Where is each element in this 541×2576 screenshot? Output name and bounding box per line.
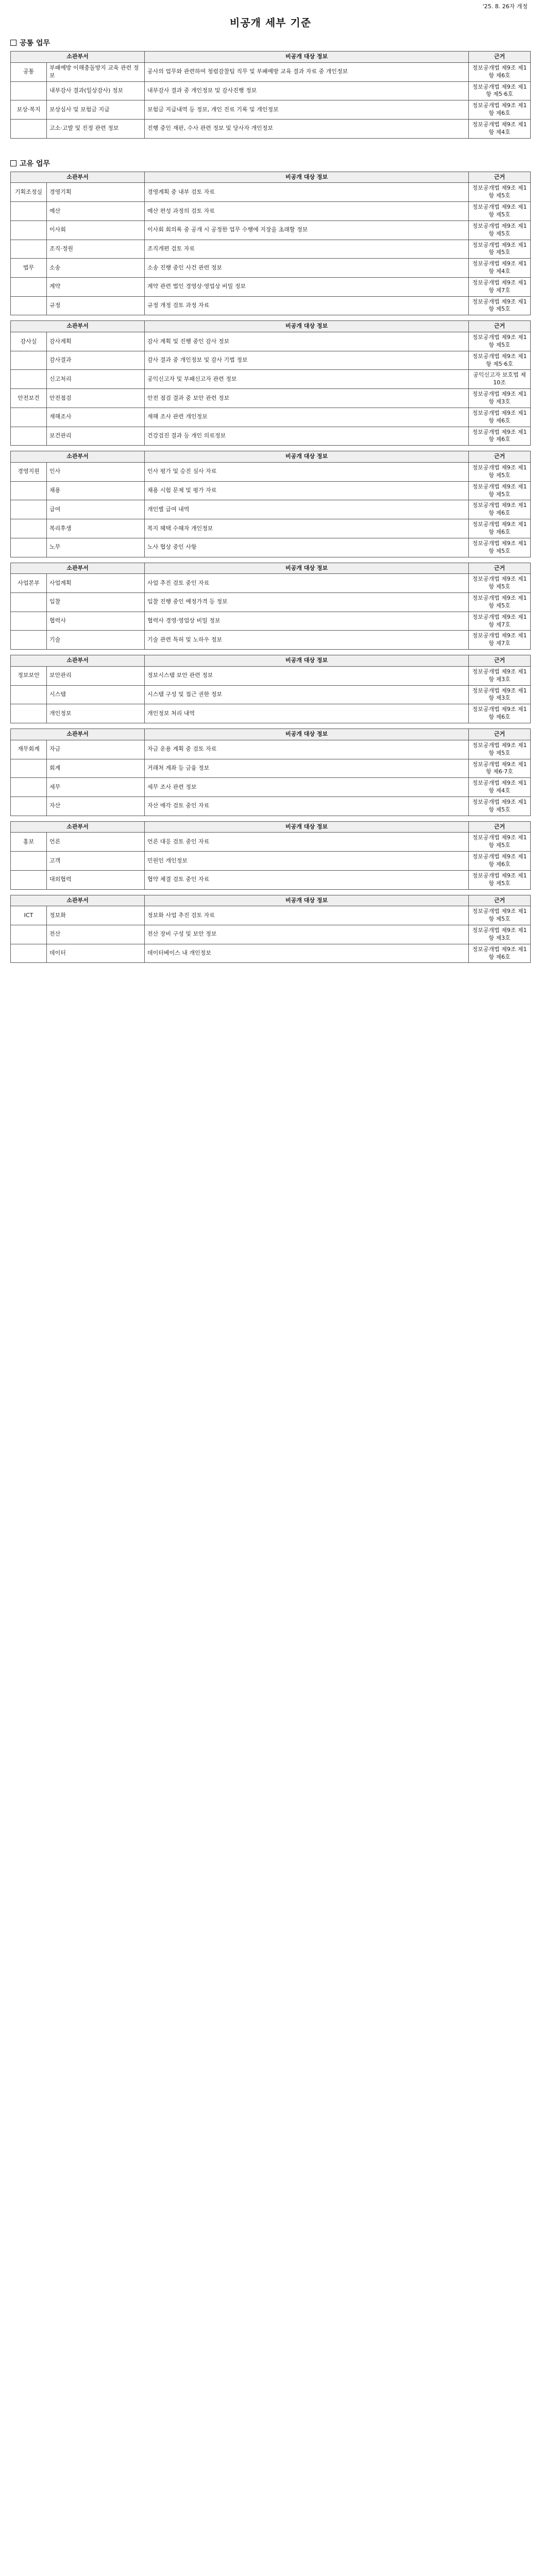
table-row — [11, 796, 531, 816]
header-dept: 소관부서 — [11, 321, 145, 332]
info-cell: 예산 편성 과정의 검토 자료 — [145, 202, 469, 221]
checkbox-icon — [10, 40, 16, 46]
sub-dept-cell: 복리후생 — [47, 519, 145, 538]
dept-cell — [11, 221, 47, 240]
header-info: 비공개 대상 정보 — [145, 321, 469, 332]
sub-dept-cell: 대외협력 — [47, 870, 145, 889]
basis-cell: 정보공개법 제9조 제1항 제5호 — [469, 870, 531, 889]
table-header-row — [11, 821, 531, 833]
table-row — [11, 332, 531, 351]
table-row — [11, 925, 531, 944]
info-cell: 민원인 개인정보 — [145, 852, 469, 871]
dept-cell — [11, 519, 47, 538]
basis-cell: 정보공개법 제9조 제1항 제5호 — [469, 796, 531, 816]
info-cell: 정보시스템 보안 관련 정보 — [145, 666, 469, 685]
info-cell: 개인정보 처리 내역 — [145, 704, 469, 723]
header-basis: 근거 — [469, 172, 531, 183]
basis-cell: 정보공개법 제9조 제1항 제5호 — [469, 221, 531, 240]
info-cell: 복지 혜택 수혜자 개인정보 — [145, 519, 469, 538]
table-row — [11, 685, 531, 704]
basis-cell: 정보공개법 제9조 제1항 제5·6호 — [469, 81, 531, 100]
info-cell: 조직개편 검토 자료 — [145, 240, 469, 259]
unique-duties-tables — [10, 172, 531, 963]
dept-cell — [11, 240, 47, 259]
header-dept: 소관부서 — [11, 563, 145, 574]
basis-cell: 정보공개법 제9조 제1항 제6·7호 — [469, 759, 531, 778]
sub-dept-cell: 조직·정원 — [47, 240, 145, 259]
dept-cell — [11, 119, 47, 138]
basis-cell: 정보공개법 제9조 제1항 제5호 — [469, 833, 531, 852]
table-row — [11, 612, 531, 631]
header-dept: 소관부서 — [11, 655, 145, 667]
dept-cell — [11, 631, 47, 650]
dept-cell — [11, 925, 47, 944]
basis-cell: 정보공개법 제9조 제1항 제6호 — [469, 427, 531, 446]
basis-cell: 정보공개법 제9조 제1항 제5호 — [469, 593, 531, 612]
basis-cell: 정보공개법 제9조 제1항 제5호 — [469, 906, 531, 925]
dept-cell: 재무회계 — [11, 740, 47, 759]
basis-cell: 정보공개법 제9조 제1항 제4호 — [469, 259, 531, 278]
dept-cell — [11, 538, 47, 557]
dept-cell — [11, 944, 47, 963]
header-basis: 근거 — [469, 821, 531, 833]
header-dept: 소관부서 — [11, 172, 145, 183]
sub-dept-cell: 이사회 — [47, 221, 145, 240]
table-header-row — [11, 563, 531, 574]
table-row — [11, 759, 531, 778]
dept-cell — [11, 370, 47, 389]
info-cell: 감사 결과 중 개인정보 및 감사 기법 정보 — [145, 351, 469, 370]
group-table — [10, 320, 531, 446]
sub-dept-cell: 데이터 — [47, 944, 145, 963]
group-table — [10, 821, 531, 890]
table-row — [11, 631, 531, 650]
sub-dept-cell: 개인정보 — [47, 704, 145, 723]
table-header-row — [11, 729, 531, 740]
dept-cell — [11, 852, 47, 871]
table-row — [11, 704, 531, 723]
header-dept: 소관부서 — [11, 52, 145, 63]
table-row — [11, 870, 531, 889]
table-row — [11, 944, 531, 963]
info-cell: 세무 조사 관련 정보 — [145, 778, 469, 797]
header-basis: 근거 — [469, 895, 531, 906]
info-cell: 시스템 구성 및 접근 권한 정보 — [145, 685, 469, 704]
sub-dept-cell: 고소·고발 및 진정 관련 정보 — [47, 119, 145, 138]
table-row — [11, 778, 531, 797]
header-dept: 소관부서 — [11, 895, 145, 906]
dept-cell — [11, 704, 47, 723]
sub-dept-cell: 보건관리 — [47, 427, 145, 446]
info-cell: 경영계획 중 내부 검토 자료 — [145, 183, 469, 202]
info-cell: 자금 운용 계획 중 검토 자료 — [145, 740, 469, 759]
table-header-row — [11, 52, 531, 63]
basis-cell: 정보공개법 제9조 제1항 제5호 — [469, 538, 531, 557]
info-cell: 데이터베이스 내 개인정보 — [145, 944, 469, 963]
table-row — [11, 481, 531, 500]
page-title: 비공개 세부 기준 — [229, 16, 312, 29]
header-info: 비공개 대상 정보 — [145, 895, 469, 906]
sub-dept-cell: 세무 — [47, 778, 145, 797]
info-cell: 소송 진행 중인 사건 관련 정보 — [145, 259, 469, 278]
info-cell: 거래처 계좌 등 금융 정보 — [145, 759, 469, 778]
group-table — [10, 451, 531, 557]
table-row — [11, 427, 531, 446]
header-basis: 근거 — [469, 655, 531, 667]
table-row — [11, 370, 531, 389]
header-basis: 근거 — [469, 321, 531, 332]
sub-dept-cell: 감사결과 — [47, 351, 145, 370]
table-row — [11, 202, 531, 221]
basis-cell: 정보공개법 제9조 제1항 제6호 — [469, 944, 531, 963]
dept-cell: 기획조정실 — [11, 183, 47, 202]
table-row — [11, 906, 531, 925]
table-row — [11, 408, 531, 427]
basis-cell: 정보공개법 제9조 제1항 제3호 — [469, 389, 531, 408]
info-cell: 안전 점검 결과 중 보안 관련 정보 — [145, 389, 469, 408]
dept-cell — [11, 870, 47, 889]
dept-cell — [11, 612, 47, 631]
info-cell: 인사 평가 및 승진 심사 자료 — [145, 463, 469, 482]
table-row — [11, 500, 531, 519]
sub-dept-cell: 회계 — [47, 759, 145, 778]
sub-dept-cell: 시스템 — [47, 685, 145, 704]
group-table — [10, 728, 531, 816]
sub-dept-cell: 협력사 — [47, 612, 145, 631]
dept-cell: 정보보안 — [11, 666, 47, 685]
info-cell: 노사 협상 중인 사항 — [145, 538, 469, 557]
table-header-row — [11, 451, 531, 463]
dept-cell — [11, 481, 47, 500]
basis-cell: 정보공개법 제9조 제1항 제5호 — [469, 202, 531, 221]
table-row — [11, 852, 531, 871]
revision-date: '25. 8. 26자 개정 — [482, 3, 528, 10]
table-row — [11, 221, 531, 240]
table-row — [11, 463, 531, 482]
header-info: 비공개 대상 정보 — [145, 52, 469, 63]
dept-cell — [11, 202, 47, 221]
section-unique-heading: 고유 업무 — [10, 158, 531, 168]
sub-dept-cell: 규정 — [47, 296, 145, 315]
sub-dept-cell: 예산 — [47, 202, 145, 221]
basis-cell: 정보공개법 제9조 제1항 제3호 — [469, 925, 531, 944]
sub-dept-cell: 정보화 — [47, 906, 145, 925]
info-cell: 전산 장비 구성 및 보안 정보 — [145, 925, 469, 944]
table-row — [11, 519, 531, 538]
section-common-heading: 공통 업무 — [10, 38, 531, 48]
dept-cell: 안전보건 — [11, 389, 47, 408]
sub-dept-cell: 사업계획 — [47, 574, 145, 593]
table-row — [11, 351, 531, 370]
sub-dept-cell: 신고처리 — [47, 370, 145, 389]
header-dept: 소관부서 — [11, 451, 145, 463]
info-cell: 감사 계획 및 진행 중인 감사 정보 — [145, 332, 469, 351]
table-row — [11, 296, 531, 315]
dept-cell — [11, 408, 47, 427]
dept-cell: ICT — [11, 906, 47, 925]
header-basis: 근거 — [469, 52, 531, 63]
basis-cell: 정보공개법 제9조 제1항 제6호 — [469, 852, 531, 871]
info-cell: 채용 시험 문제 및 평가 자료 — [145, 481, 469, 500]
group-table — [10, 895, 531, 963]
table-row — [11, 240, 531, 259]
info-cell: 사업 추진 검토 중인 자료 — [145, 574, 469, 593]
table-header-row — [11, 895, 531, 906]
basis-cell: 정보공개법 제9조 제1항 제3호 — [469, 666, 531, 685]
basis-cell: 정보공개법 제9조 제1항 제5호 — [469, 740, 531, 759]
basis-cell: 정보공개법 제9조 제1항 제5호 — [469, 463, 531, 482]
document-page — [10, 0, 531, 963]
basis-cell: 정보공개법 제9조 제1항 제4호 — [469, 119, 531, 138]
header-info: 비공개 대상 정보 — [145, 563, 469, 574]
checkbox-icon — [10, 160, 16, 166]
info-cell: 협약 체결 검토 중인 자료 — [145, 870, 469, 889]
table-row — [11, 593, 531, 612]
sub-dept-cell: 감사계획 — [47, 332, 145, 351]
sub-dept-cell: 기술 — [47, 631, 145, 650]
table-header-row — [11, 655, 531, 667]
dept-cell: 홍보 — [11, 833, 47, 852]
info-cell: 기술 관련 특허 및 노하우 정보 — [145, 631, 469, 650]
table-row — [11, 833, 531, 852]
basis-cell: 정보공개법 제9조 제1항 제4호 — [469, 778, 531, 797]
basis-cell: 정보공개법 제9조 제1항 제5호 — [469, 183, 531, 202]
dept-cell: 공통 — [11, 62, 47, 81]
basis-cell: 정보공개법 제9조 제1항 제6호 — [469, 408, 531, 427]
sub-dept-cell: 채용 — [47, 481, 145, 500]
basis-cell: 정보공개법 제9조 제1항 제7호 — [469, 631, 531, 650]
header-info: 비공개 대상 정보 — [145, 821, 469, 833]
basis-cell: 정보공개법 제9조 제1항 제6호 — [469, 704, 531, 723]
table-row — [11, 62, 531, 81]
table-row — [11, 740, 531, 759]
dept-cell — [11, 427, 47, 446]
table-row — [11, 277, 531, 296]
dept-cell — [11, 685, 47, 704]
table-row — [11, 259, 531, 278]
sub-dept-cell: 계약 — [47, 277, 145, 296]
table-row — [11, 666, 531, 685]
sub-dept-cell: 보안관리 — [47, 666, 145, 685]
dept-cell — [11, 778, 47, 797]
table-header-row — [11, 172, 531, 183]
sub-dept-cell: 보상심사 및 보험금 지급 — [47, 100, 145, 120]
info-cell: 자산 매각 검토 중인 자료 — [145, 796, 469, 816]
info-cell: 공사의 업무와 관련하여 청렴감찰팀 직무 및 부패예방 교육 결과 자료 중 개인정보 — [145, 62, 469, 81]
dept-cell — [11, 759, 47, 778]
table-row — [11, 119, 531, 138]
info-cell: 보험금 지급내역 등 정보, 개인 진료 기록 및 개인정보 — [145, 100, 469, 120]
sub-dept-cell: 안전점검 — [47, 389, 145, 408]
sub-dept-cell: 인사 — [47, 463, 145, 482]
basis-cell: 정보공개법 제9조 제1항 제6호 — [469, 519, 531, 538]
header-dept: 소관부서 — [11, 821, 145, 833]
basis-cell: 정보공개법 제9조 제1항 제5호 — [469, 332, 531, 351]
info-cell: 내부감사 결과 중 개인정보 및 감사진행 정보 — [145, 81, 469, 100]
sub-dept-cell: 자금 — [47, 740, 145, 759]
info-cell: 입찰 진행 중인 예정가격 등 정보 — [145, 593, 469, 612]
header-basis: 근거 — [469, 563, 531, 574]
info-cell: 언론 대응 검토 중인 자료 — [145, 833, 469, 852]
basis-cell: 정보공개법 제9조 제1항 제6호 — [469, 100, 531, 120]
basis-cell: 정보공개법 제9조 제1항 제6호 — [469, 62, 531, 81]
table-row — [11, 574, 531, 593]
basis-cell: 정보공개법 제9조 제1항 제3호 — [469, 685, 531, 704]
dept-cell — [11, 296, 47, 315]
sub-dept-cell: 자산 — [47, 796, 145, 816]
dept-cell — [11, 593, 47, 612]
group-table — [10, 172, 531, 316]
info-cell: 개인별 급여 내역 — [145, 500, 469, 519]
sub-dept-cell: 내부감사 결과(일상감사) 정보 — [47, 81, 145, 100]
table-row — [11, 389, 531, 408]
info-cell: 정보화 사업 추진 검토 자료 — [145, 906, 469, 925]
group-table — [10, 655, 531, 723]
info-cell: 이사회 회의록 중 공개 시 공정한 업무 수행에 지장을 초래할 정보 — [145, 221, 469, 240]
dept-cell — [11, 500, 47, 519]
sub-dept-cell: 부패예방 이해충돌방지 교육 관련 정보 — [47, 62, 145, 81]
group-table — [10, 563, 531, 650]
header-basis: 근거 — [469, 451, 531, 463]
info-cell: 재해 조사 관련 개인정보 — [145, 408, 469, 427]
info-cell: 공익신고자 및 부패신고자 관련 정보 — [145, 370, 469, 389]
info-cell: 건강검진 결과 등 개인 의료정보 — [145, 427, 469, 446]
dept-cell: 사업본부 — [11, 574, 47, 593]
dept-cell: 법무 — [11, 259, 47, 278]
sub-dept-cell: 급여 — [47, 500, 145, 519]
header-basis: 근거 — [469, 729, 531, 740]
basis-cell: 정보공개법 제9조 제1항 제5호 — [469, 574, 531, 593]
sub-dept-cell: 소송 — [47, 259, 145, 278]
basis-cell: 정보공개법 제9조 제1항 제5호 — [469, 240, 531, 259]
basis-cell: 공익신고자 보호법 제10조 — [469, 370, 531, 389]
sub-dept-cell: 입찰 — [47, 593, 145, 612]
table-row — [11, 81, 531, 100]
info-cell: 진행 중인 재판, 수사 관련 정보 및 당사자 개인정보 — [145, 119, 469, 138]
sub-dept-cell: 언론 — [47, 833, 145, 852]
dept-cell — [11, 277, 47, 296]
sub-dept-cell: 재해조사 — [47, 408, 145, 427]
dept-cell: 감사실 — [11, 332, 47, 351]
dept-cell — [11, 351, 47, 370]
sub-dept-cell: 전산 — [47, 925, 145, 944]
header-info: 비공개 대상 정보 — [145, 451, 469, 463]
dept-cell — [11, 796, 47, 816]
sub-dept-cell: 경영기획 — [47, 183, 145, 202]
basis-cell: 정보공개법 제9조 제1항 제5·6호 — [469, 351, 531, 370]
header-dept: 소관부서 — [11, 729, 145, 740]
header-info: 비공개 대상 정보 — [145, 655, 469, 667]
sub-dept-cell: 고객 — [47, 852, 145, 871]
basis-cell: 정보공개법 제9조 제1항 제7호 — [469, 277, 531, 296]
basis-cell: 정보공개법 제9조 제1항 제7호 — [469, 612, 531, 631]
dept-cell — [11, 81, 47, 100]
basis-cell: 정보공개법 제9조 제1항 제6호 — [469, 500, 531, 519]
table-row — [11, 538, 531, 557]
table-row — [11, 183, 531, 202]
basis-cell: 정보공개법 제9조 제1항 제5호 — [469, 481, 531, 500]
info-cell: 규정 개정 검토 과정 자료 — [145, 296, 469, 315]
table-header-row — [11, 321, 531, 332]
info-cell: 계약 관련 법인 경영상·영업상 비밀 정보 — [145, 277, 469, 296]
dept-cell: 경영지원 — [11, 463, 47, 482]
sub-dept-cell: 노무 — [47, 538, 145, 557]
header-info: 비공개 대상 정보 — [145, 729, 469, 740]
table-row — [11, 100, 531, 120]
basis-cell: 정보공개법 제9조 제1항 제5호 — [469, 296, 531, 315]
dept-cell: 보상·복지 — [11, 100, 47, 120]
header-info: 비공개 대상 정보 — [145, 172, 469, 183]
common-duties-table — [10, 51, 531, 139]
info-cell: 협력사 경영·영업상 비밀 정보 — [145, 612, 469, 631]
